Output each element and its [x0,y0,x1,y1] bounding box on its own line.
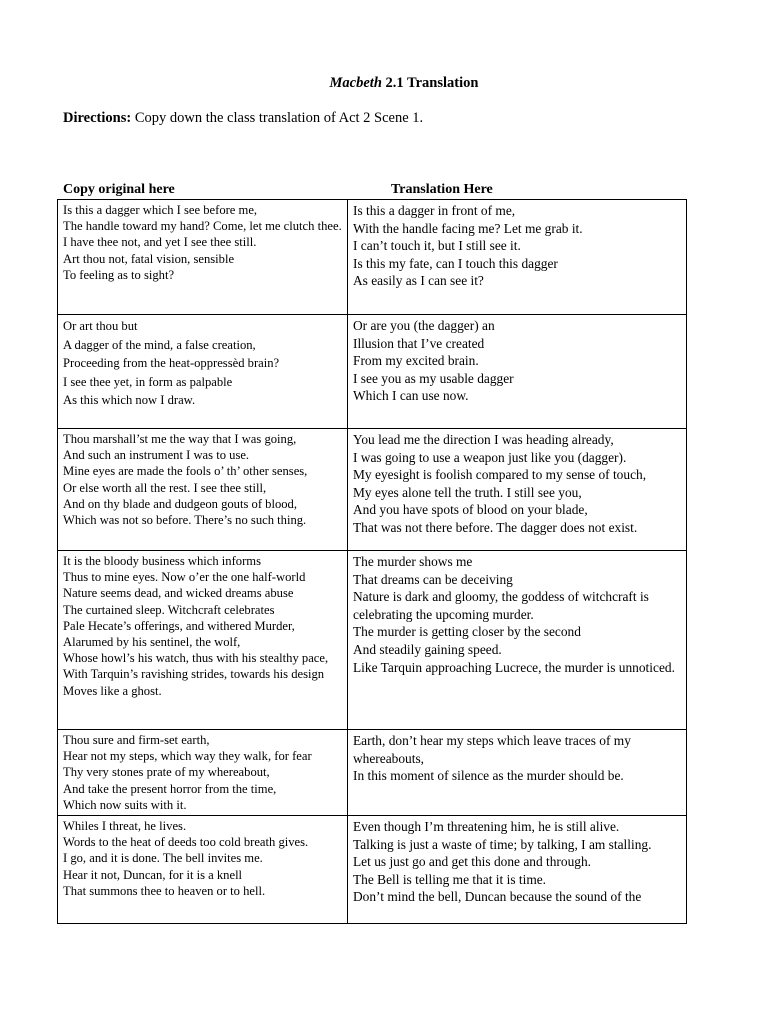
original-cell [58,816,348,924]
translation-line: That dreams can be deceiving [353,571,513,587]
original-line: Alarumed by his sentinel, the wolf, [63,635,241,650]
translation-line: The murder shows me [353,554,473,569]
translation-line: The murder is getting closer by the second [353,624,581,640]
translation-line: Is this my fate, can I touch this dagger [353,255,558,271]
translation-line: Nature is dark and gloomy, the goddess of witchcraft is celebrating the upcoming murder. [353,589,649,622]
original-line: Words to the heat of deeds too cold breath gives. [63,835,309,850]
original-cell [58,551,348,730]
page-title [0,75,768,92]
translation-line: You lead me the direction I was heading already, [353,432,614,447]
original-line: Thou sure and firm-set earth, [63,733,210,747]
original-line: With Tarquin’s ravishing strides, towards his design [63,667,325,682]
original-line: As this which now I draw. [63,393,196,407]
original-line: Proceeding from the heat-oppressèd brain? [63,356,280,370]
translation-line: I can’t touch it, but I still see it. [353,238,521,254]
translation-line: And you have spots of blood on your blade, [353,502,588,518]
directions-label: Directions: [63,110,132,126]
translation-line: The Bell is telling me that it is time. [353,871,547,887]
translation-line: As easily as I can see it? [353,273,484,289]
original-line: I go, and it is done. The bell invites me. [63,851,263,866]
translation-line: I see you as my usable dagger [353,370,514,386]
original-line: Or art thou but [63,319,138,333]
original-cell [58,315,348,429]
original-line: And on thy blade and dudgeon gouts of blood, [63,496,298,511]
translation-line: Even though I’m threatening him, he is still alive. [353,819,620,835]
translation-line: Is this a dagger in front of me, [353,203,516,218]
table-row [58,200,687,315]
original-line: Moves like a ghost. [63,683,162,698]
original-line: I see thee yet, in form as palpable [63,374,233,389]
original-line: And take the present horror from the time, [63,781,277,796]
translation-column-header: Translation Here [391,182,493,197]
original-column-header: Copy original here [63,182,175,197]
translation-cell [348,816,687,924]
translation-line: Earth, don’t hear my steps which leave traces of my whereabouts, [353,733,631,766]
original-line: It is the bloody business which informs [63,554,261,568]
original-line: That summons thee to heaven or to hell. [63,883,266,898]
original-line: Thou marshall’st me the way that I was going, [63,432,297,446]
table-row [58,551,687,730]
original-line: Which was not so before. There’s no such thing. [63,513,307,528]
original-line: Thy very stones prate of my whereabout, [63,765,270,780]
translation-line: Or are you (the dagger) an [353,318,495,333]
translation-line: That was not there before. The dagger does not exist. [353,519,638,535]
translation-cell [348,315,687,429]
table-row [58,816,687,924]
table-row [58,315,687,429]
original-line: Whose howl’s his watch, thus with his stealthy pace, [63,651,329,666]
translation-line: With the handle facing me? Let me grab it. [353,220,583,236]
table-row [58,730,687,816]
original-line: Art thou not, fatal vision, sensible [63,251,235,266]
original-cell [58,200,348,315]
translation-line: My eyes alone tell the truth. I still see you, [353,484,582,500]
translation-table-body [58,200,687,924]
original-cell [58,730,348,816]
directions [63,110,423,127]
directions-text: Copy down the class translation of Act 2 Scene 1. [131,110,424,126]
table-row [58,429,687,551]
original-line: Which now suits with it. [63,797,187,812]
translation-cell [348,730,687,816]
original-line: I have thee not, and yet I see thee still. [63,235,257,250]
translation-line: From my excited brain. [353,353,479,369]
translation-line: Don’t mind the bell, Duncan because the sound of the [353,889,642,905]
translation-cell [348,200,687,315]
original-line: The handle toward my hand? Come, let me clutch thee. [63,219,342,234]
original-line: A dagger of the mind, a false creation, [63,337,256,352]
original-line: Thus to mine eyes. Now o’er the one half-world [63,570,306,585]
translation-line: In this moment of silence as the murder should be. [353,768,624,784]
original-line: Or else worth all the rest. I see thee still, [63,480,267,495]
original-line: The curtained sleep. Witchcraft celebrates [63,602,275,617]
original-line: Hear it not, Duncan, for it is a knell [63,867,243,882]
original-line: Hear not my steps, which way they walk, for fear [63,749,312,764]
original-line: Nature seems dead, and wicked dreams abuse [63,586,294,601]
translation-line: I was going to use a weapon just like you (dagger). [353,449,627,465]
translation-table [57,199,687,924]
translation-line: Like Tarquin approaching Lucrece, the murder is unnoticed. [353,659,675,675]
original-line: Whiles I threat, he lives. [63,819,187,834]
original-line: Pale Hecate’s offerings, and withered Murder, [63,618,295,633]
original-line: And such an instrument I was to use. [63,448,250,463]
translation-line: My eyesight is foolish compared to my sense of touch, [353,467,647,483]
translation-line: Which I can use now. [353,388,469,404]
original-line: To feeling as to sight? [63,267,175,282]
original-cell [58,429,348,551]
translation-cell [348,429,687,551]
play-title: Macbeth [329,75,382,91]
title-suffix: 2.1 Translation [381,75,479,91]
original-line: Is this a dagger which I see before me, [63,203,258,217]
translation-line: Illusion that I’ve created [353,335,485,351]
original-line: Mine eyes are made the fools o’ th’ other senses, [63,464,308,479]
translation-cell [348,551,687,730]
translation-line: Talking is just a waste of time; by talking, I am stalling. [353,836,652,852]
translation-line: And steadily gaining speed. [353,641,502,657]
translation-line: Let us just go and get this done and through. [353,854,592,870]
